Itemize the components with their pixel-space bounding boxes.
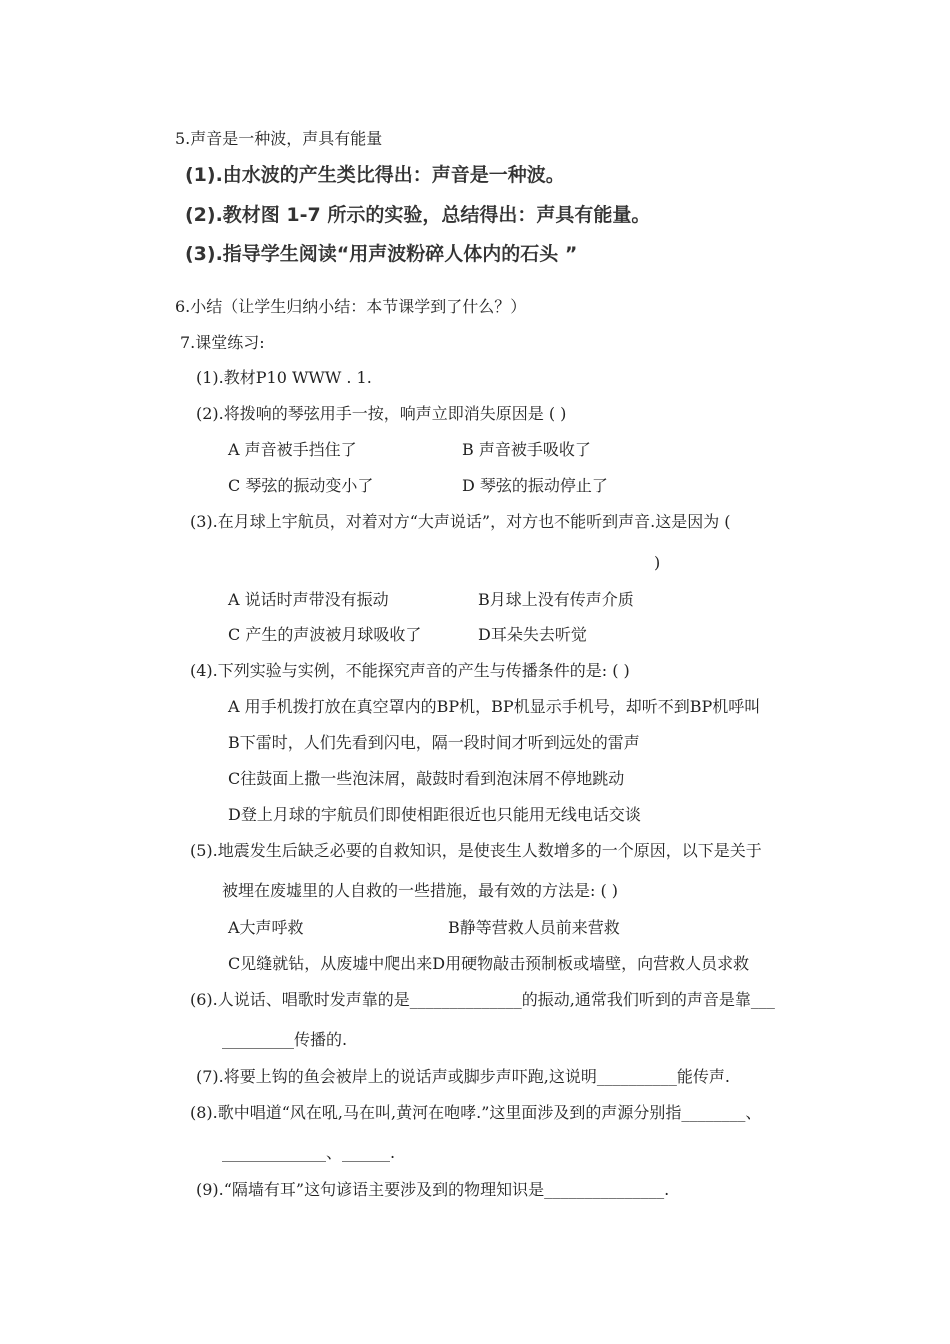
question-4-option-b: B下雷时，人们先看到闪电，隔一段时间才听到远处的雷声	[228, 733, 640, 752]
question-3-option-a: A 说话时声带没有振动	[228, 590, 389, 609]
question-2-option-a: A 声音被手挡住了	[228, 440, 357, 459]
question-4-option-c: C往鼓面上撒一些泡沫屑，敲鼓时看到泡沫屑不停地跳动	[228, 769, 625, 788]
question-2-option-c: C 琴弦的振动变小了	[228, 476, 374, 495]
question-3-stem: (3).在月球上宇航员，对着对方“大声说话”，对方也不能听到声音.这是因为 (	[190, 512, 731, 531]
section-7-heading: 7.课堂练习:	[180, 333, 265, 352]
question-3-option-d: D耳朵失去听觉	[478, 625, 587, 644]
question-7: (7).将要上钩的鱼会被岸上的说话声或脚步声吓跑,这说明__________能传声.	[196, 1067, 730, 1086]
question-9: (9).“隔墙有耳”这句谚语主要涉及到的物理知识是_______________.	[196, 1180, 670, 1199]
question-5-option-a: A大声呼救	[228, 918, 304, 937]
question-8-line-1: (8).歌中唱道“风在吼,马在叫,黄河在咆哮.”这里面涉及到的声源分别指________、	[190, 1103, 762, 1122]
section-5-heading: 5.声音是一种波，声具有能量	[175, 129, 383, 148]
question-3-close-paren: )	[654, 553, 661, 572]
question-6-line-1: (6).人说话、唱歌时发声靠的是______________的振动,通常我们听到的声音是靠___	[190, 990, 775, 1009]
question-2-stem: (2).将拨响的琴弦用手一按，响声立即消失原因是 ( )	[196, 404, 567, 423]
question-5-stem-line-2: 被埋在废墟里的人自救的一些措施，最有效的方法是: ( )	[222, 881, 619, 900]
question-5-stem-line-1: (5).地震发生后缺乏必要的自救知识，是使丧生人数增多的一个原因，以下是关于	[190, 841, 762, 860]
question-2-option-b: B 声音被手吸收了	[462, 440, 591, 459]
question-4-option-d: D登上月球的宇航员们即使相距很近也只能用无线电话交谈	[228, 805, 641, 824]
question-5-option-b: B静等营救人员前来营救	[448, 918, 620, 937]
section-5-item-2: (2).教材图 1-7 所示的实验，总结得出：声具有能量。	[185, 204, 651, 226]
section-6-heading: 6.小结（让学生归纳小结：本节课学到了什么？）	[175, 297, 527, 316]
question-5-option-cd: C见缝就钻，从废墟中爬出来D用硬物敲击预制板或墙壁，向营救人员求救	[228, 954, 750, 973]
question-3-option-b: B月球上没有传声介质	[478, 590, 634, 609]
section-5-item-3: (3).指导学生阅读“用声波粉碎人体内的石头 ”	[185, 243, 578, 265]
question-2-option-d: D 琴弦的振动停止了	[462, 476, 608, 495]
question-1: (1).教材P10 WWW . 1.	[196, 368, 372, 387]
question-6-line-2: _________传播的.	[222, 1030, 348, 1049]
question-3-option-c: C 产生的声波被月球吸收了	[228, 625, 422, 644]
section-5-item-1: (1).由水波的产生类比得出：声音是一种波。	[185, 164, 565, 186]
question-4-option-a: A 用手机拨打放在真空罩内的BP机，BP机显示手机号，却听不到BP机呼叫	[228, 697, 761, 716]
question-8-line-2: _____________、______.	[222, 1143, 396, 1162]
question-4-stem: (4).下列实验与实例，不能探究声音的产生与传播条件的是: ( )	[190, 661, 630, 680]
